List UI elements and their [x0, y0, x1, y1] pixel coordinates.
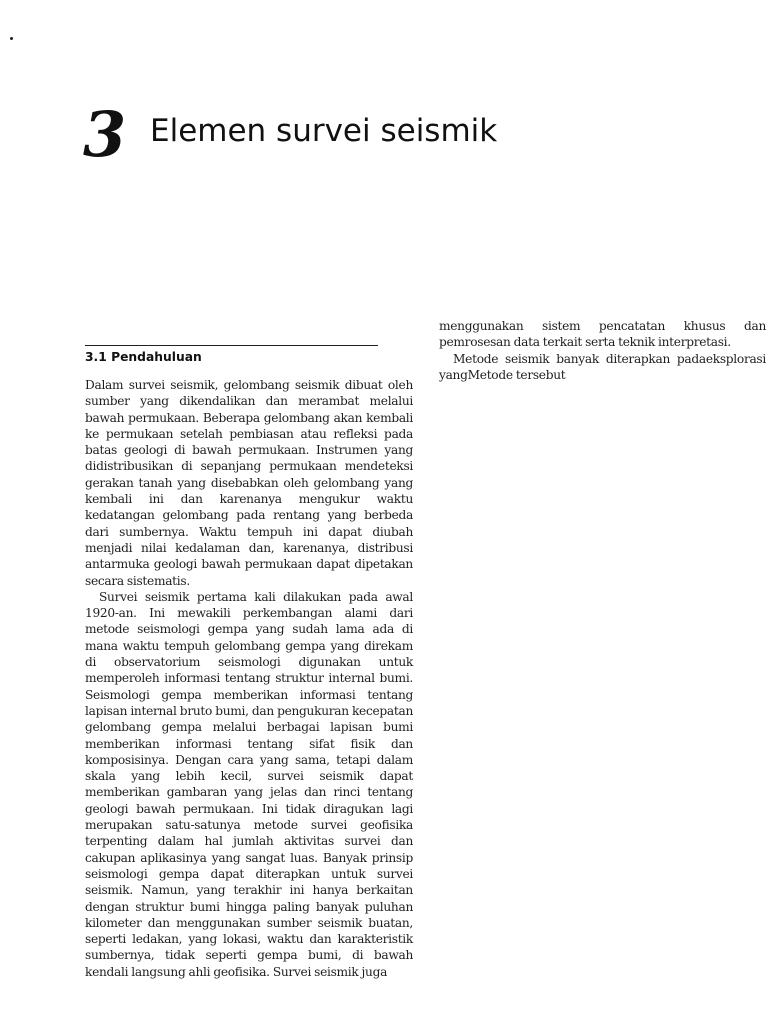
page-dot-mark [10, 37, 13, 40]
paragraph: Metode seismik banyak diterapkan padaeksplorasi yangMetode tersebut [439, 351, 766, 382]
right-column [439, 318, 766, 383]
chapter-number: 3 [83, 98, 127, 171]
section-heading: 3.1 Pendahuluan [85, 350, 202, 364]
paragraph: Dalam survei seismik, gelombang seismik dibuat oleh sumber yang dikendalikan dan merambat melalui bawah permukaan. Beberapa gelombang akan kembali ke permukaan setelah pembiasan atau refleksi pada batas geologi di bawah permukaan. Instrumen yang didistribusikan di sepanjang permukaan mendeteksi gerakan tanah yang disebabkan oleh gelombang yang kembali ini dan karenanya mengukur waktu kedatangan gelombang pada rentang yang berbeda dari sumbernya. Waktu tempuh ini dapat diubah menjadi nilai kedalaman dan, karenanya, distribusi antarmuka geologi bawah permukaan dapat dipetakan secara sistematis. [85, 378, 413, 588]
left-column [85, 345, 413, 980]
paragraph: Survei seismik pertama kali dilakukan pada awal 1920-an. Ini mewakili perkembangan alami dari metode seismologi gempa yang sudah lama ada di mana waktu tempuh gelombang gempa yang direkam di observatorium seismologi digunakan untuk memperoleh informasi tentang struktur internal bumi. Seismologi gempa memberikan informasi tentang lapisan internal bruto bumi, dan pengukuran kecepatan gelombang gempa melalui berbagai lapisan bumi memberikan informasi tentang sifat fisik dan komposisinya. Dengan cara yang sama, tetapi dalam skala yang lebih kecil, survei seismik dapat memberikan gambaran yang jelas dan rinci tentang geologi bawah permukaan. Ini tidak diragukan lagi merupakan satu-satunya metode survei geofisika terpenting dalam hal jumlah aktivitas survei dan cakupan aplikasinya yang sangat luas. Banyak prinsip seismologi gempa dapat diterapkan untuk survei seismik. Namun, yang terakhir ini hanya berkaitan dengan struktur bumi hingga paling banyak puluhan kilometer dan menggunakan sumber seismik buatan, seperti ledakan, yang lokasi, waktu dan karakteristik sumbernya, tidak seperti gempa bumi, di bawah kendali langsung ahli geofisika. Survei seismik juga [85, 589, 413, 979]
section-rule [85, 345, 378, 346]
chapter-title: Elemen survei seismik [150, 113, 498, 149]
paragraph: menggunakan sistem pencatatan khusus dan pemrosesan data terkait serta teknik interpretasi. [439, 319, 766, 350]
